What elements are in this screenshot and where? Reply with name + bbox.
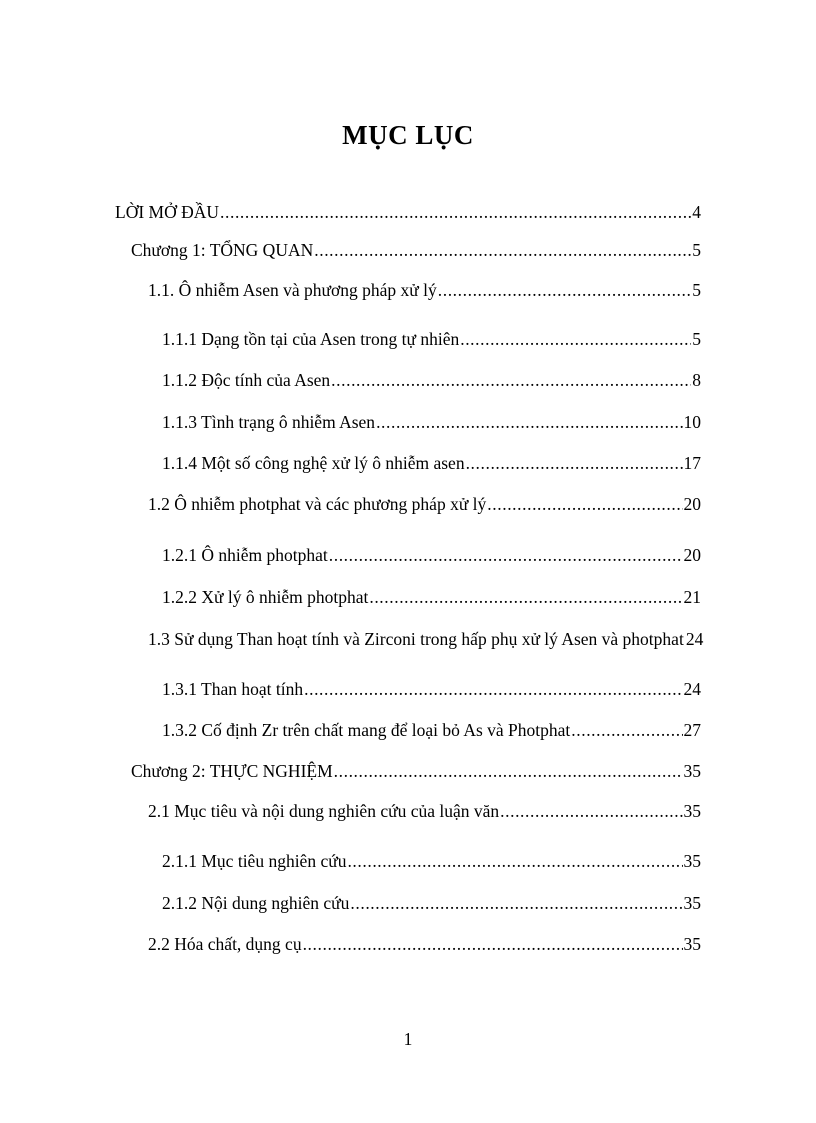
toc-entry-page: 35	[683, 761, 701, 781]
toc-entry-label: 2.1.1 Mục tiêu nghiên cứu	[162, 851, 347, 871]
toc-leader-dots	[460, 328, 691, 350]
toc-entry-page: 27	[683, 720, 701, 740]
toc-entry[interactable]	[162, 369, 701, 391]
toc-entry-label: 1.1.3 Tình trạng ô nhiễm Asen	[162, 412, 376, 432]
toc-entry[interactable]	[148, 279, 701, 301]
toc-entry-label: 1.1.1 Dạng tồn tại của Asen trong tự nhiên	[162, 329, 460, 349]
toc-entry-page: 5	[692, 280, 701, 300]
toc-entry-page: 24	[685, 629, 704, 649]
toc-leader-dots	[369, 586, 682, 608]
toc-leader-dots	[500, 800, 682, 822]
toc-entry-label: 1.1.2 Độc tính của Asen	[162, 370, 331, 390]
toc-entry-label: 1.2.1 Ô nhiễm photphat	[162, 545, 328, 565]
page-number: 1	[403, 1029, 413, 1049]
toc-entry-page: 35	[683, 934, 701, 954]
toc-entry-page: 35	[683, 801, 701, 821]
toc-entry-label: 1.2.2 Xử lý ô nhiễm photphat	[162, 587, 369, 607]
toc-entry-page: 4	[692, 202, 701, 222]
toc-leader-dots	[438, 279, 692, 301]
toc-entry[interactable]	[162, 452, 701, 474]
toc-entry-label: Chương 2: THỰC NGHIỆM	[131, 761, 333, 781]
toc-entry-label: 1.1. Ô nhiễm Asen và phương pháp xử lý	[148, 280, 437, 300]
toc-entry-label: 2.1.2 Nội dung nghiên cứu	[162, 893, 350, 913]
toc-leader-dots	[303, 933, 683, 955]
toc-leader-dots	[466, 452, 683, 474]
toc-entry-page: 24	[683, 679, 701, 699]
toc-leader-dots	[331, 369, 691, 391]
toc-entry[interactable]	[162, 411, 701, 433]
toc-entry-label: 2.2 Hóa chất, dụng cụ	[148, 934, 302, 954]
toc-entry-label: 1.3.2 Cố định Zr trên chất mang để loại bỏ As và Photphat	[162, 720, 571, 740]
toc-entry-page: 20	[683, 494, 701, 514]
toc-entry[interactable]	[162, 586, 701, 608]
toc-entry-label: 2.1 Mục tiêu và nội dung nghiên cứu của luận văn	[148, 801, 500, 821]
toc-leader-dots	[304, 678, 682, 700]
toc-leader-dots	[314, 239, 691, 261]
toc-entry[interactable]	[115, 201, 701, 223]
toc-leader-dots	[376, 411, 682, 433]
toc-entry[interactable]	[162, 719, 701, 741]
toc-entry-page: 8	[692, 370, 701, 390]
toc-leader-dots	[220, 201, 691, 223]
toc-entry-label: 1.3 Sử dụng Than hoạt tính và Zirconi trong hấp phụ xử lý Asen và photphat	[148, 629, 684, 649]
toc-entry-page: 35	[683, 851, 701, 871]
toc-entry[interactable]	[162, 678, 701, 700]
toc-entry-page: 5	[692, 329, 701, 349]
toc-entry-label: LỜI MỞ ĐẦU	[115, 202, 220, 222]
toc-leader-dots	[334, 760, 683, 782]
toc-leader-dots	[571, 719, 682, 741]
toc-entry-page: 20	[683, 545, 701, 565]
page-title: MỤC LỤC	[342, 120, 474, 150]
toc-entry-page: 5	[692, 240, 701, 260]
toc-entry[interactable]	[162, 892, 701, 914]
toc-entry[interactable]	[162, 850, 701, 872]
toc-entry[interactable]	[131, 239, 701, 261]
toc-entry[interactable]	[148, 628, 704, 650]
toc-entry[interactable]	[162, 328, 701, 350]
toc-entry-page: 17	[683, 453, 701, 473]
toc-entry-page: 35	[683, 893, 701, 913]
toc-entry[interactable]	[148, 933, 701, 955]
toc-entry-label: 1.2 Ô nhiễm photphat và các phương pháp xử lý	[148, 494, 487, 514]
toc-entry[interactable]	[162, 544, 701, 566]
toc-entry-page: 21	[683, 587, 701, 607]
toc-entry-label: 1.1.4 Một số công nghệ xử lý ô nhiễm asen	[162, 453, 465, 473]
toc-leader-dots	[487, 493, 682, 515]
toc-leader-dots	[347, 850, 682, 872]
toc-entry[interactable]	[148, 493, 701, 515]
toc-leader-dots	[350, 892, 682, 914]
toc-entry-label: Chương 1: TỔNG QUAN	[131, 240, 314, 260]
toc-entry[interactable]	[148, 800, 701, 822]
toc-leader-dots	[329, 544, 683, 566]
toc-entry-label: 1.3.1 Than hoạt tính	[162, 679, 304, 699]
toc-entry-page: 10	[683, 412, 701, 432]
toc-entry[interactable]	[131, 760, 701, 782]
